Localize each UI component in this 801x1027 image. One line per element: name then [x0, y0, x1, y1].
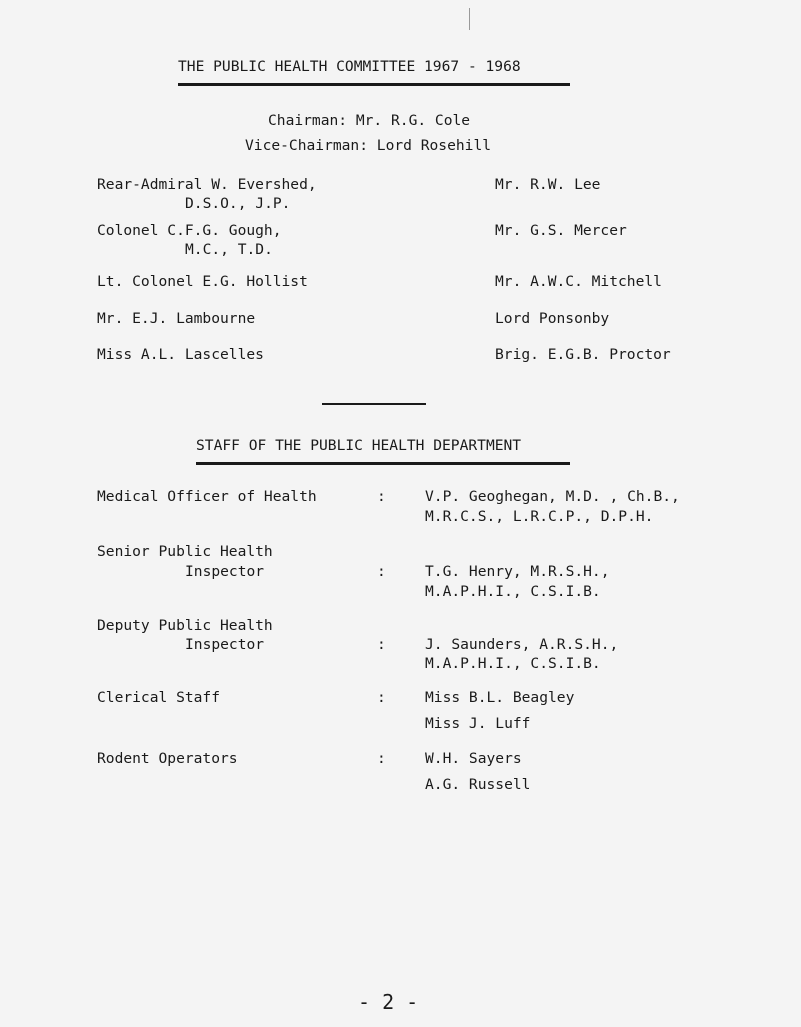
- staff-separator-1: :: [377, 488, 386, 505]
- staff-name-4: Miss B.L. Beagley: [425, 689, 575, 706]
- member-right-5: Brig. E.G.B. Proctor: [495, 346, 671, 363]
- vice-chairman: Vice-Chairman: Lord Rosehill: [245, 137, 492, 154]
- staff-role-3-cont: Inspector: [185, 636, 265, 653]
- member-left-3: Lt. Colonel E.G. Hollist: [97, 273, 308, 290]
- member-right-3: Mr. A.W.C. Mitchell: [495, 273, 662, 290]
- staff-name-4b: Miss J. Luff: [425, 715, 531, 732]
- staff-separator-3: :: [377, 636, 386, 653]
- staff-separator-5: :: [377, 750, 386, 767]
- staff-name-2: T.G. Henry, M.R.S.H.,: [425, 563, 610, 580]
- page-number: - 2 -: [358, 990, 419, 1014]
- section-divider: [322, 403, 426, 405]
- member-right-4: Lord Ponsonby: [495, 310, 610, 327]
- member-left-2-honours: M.C., T.D.: [185, 241, 273, 258]
- staff-role-1: Medical Officer of Health: [97, 488, 317, 505]
- chairman: Chairman: Mr. R.G. Cole: [268, 112, 471, 129]
- member-right-1: Mr. R.W. Lee: [495, 176, 601, 193]
- staff-role-3: Deputy Public Health: [97, 617, 273, 634]
- staff-qualifications-3: M.A.P.H.I., C.S.I.B.: [425, 655, 601, 672]
- staff-heading: STAFF OF THE PUBLIC HEALTH DEPARTMENT: [196, 437, 522, 454]
- member-left-1: Rear-Admiral W. Evershed,: [97, 176, 317, 193]
- staff-name-5: W.H. Sayers: [425, 750, 522, 767]
- staff-role-2: Senior Public Health: [97, 543, 273, 560]
- staff-role-2-cont: Inspector: [185, 563, 265, 580]
- member-left-5: Miss A.L. Lascelles: [97, 346, 264, 363]
- staff-qualifications-1: M.R.C.S., L.R.C.P., D.P.H.: [425, 508, 654, 525]
- staff-name-1: V.P. Geoghegan, M.D. , Ch.B.,: [425, 488, 680, 505]
- staff-heading-underline: [196, 462, 570, 465]
- staff-role-4: Clerical Staff: [97, 689, 221, 706]
- staff-name-5b: A.G. Russell: [425, 776, 531, 793]
- member-right-2: Mr. G.S. Mercer: [495, 222, 627, 239]
- title-underline: [178, 83, 570, 86]
- staff-name-3: J. Saunders, A.R.S.H.,: [425, 636, 619, 653]
- staff-separator-2: :: [377, 563, 386, 580]
- member-left-2: Colonel C.F.G. Gough,: [97, 222, 282, 239]
- staff-role-5: Rodent Operators: [97, 750, 238, 767]
- staff-qualifications-2: M.A.P.H.I., C.S.I.B.: [425, 583, 601, 600]
- member-left-1-honours: D.S.O., J.P.: [185, 195, 291, 212]
- staff-separator-4: :: [377, 689, 386, 706]
- page-title: THE PUBLIC HEALTH COMMITTEE 1967 - 1968: [178, 58, 521, 75]
- scan-mark: [469, 8, 470, 30]
- member-left-4: Mr. E.J. Lambourne: [97, 310, 256, 327]
